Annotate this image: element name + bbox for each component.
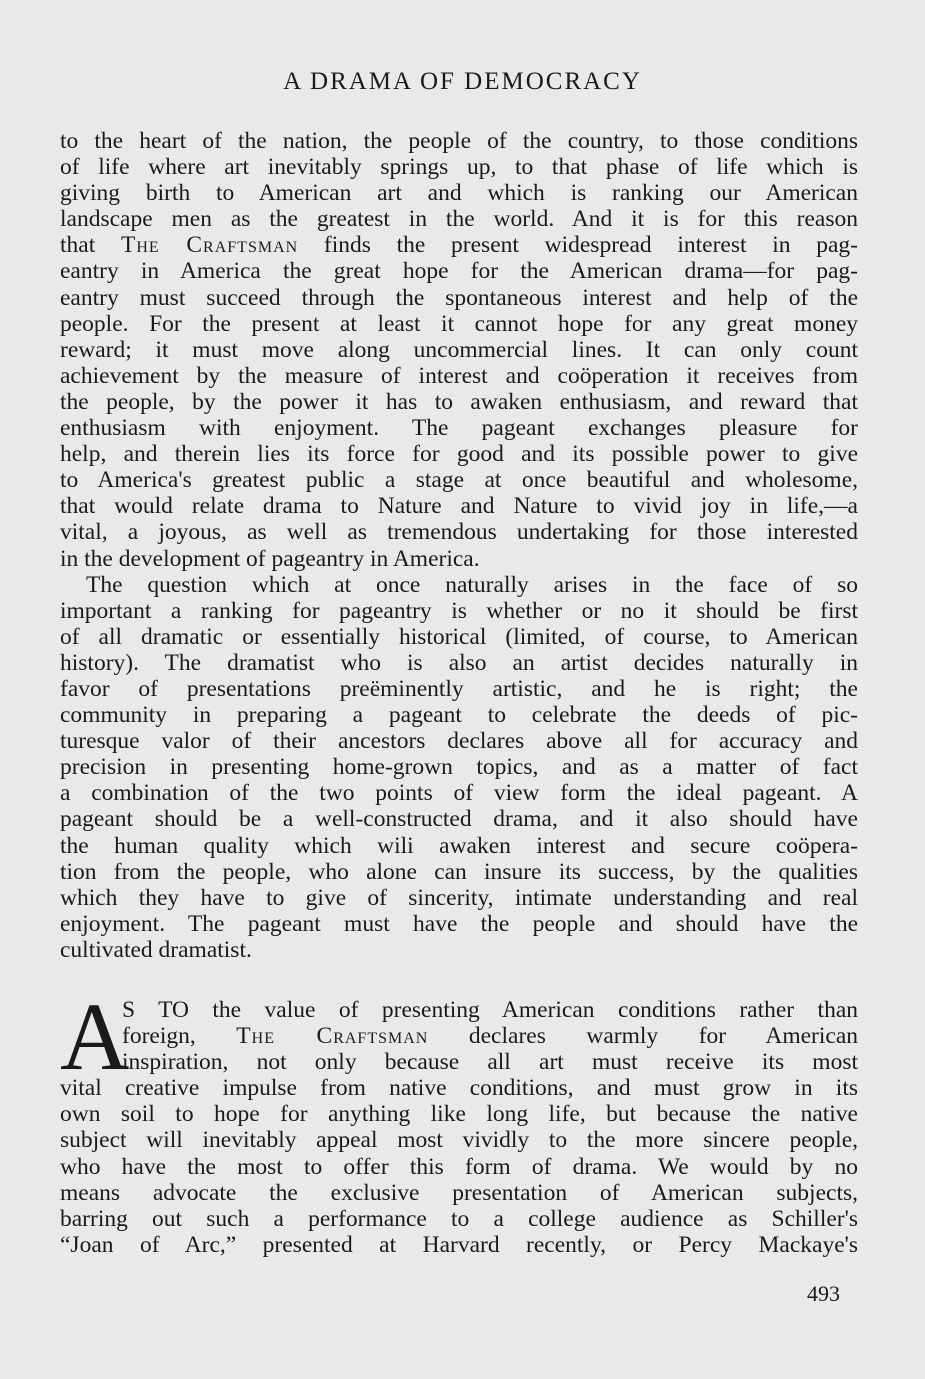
- drop-cap: A: [60, 983, 130, 1090]
- text-line: favor of presentations preëminently artistic, and he is right; the: [60, 675, 858, 702]
- text-fragment: that: [60, 232, 96, 259]
- text-line: own soil to hope for anything like long life, but because the native: [60, 1101, 858, 1128]
- text-line: enthusiasm with enjoyment. The pageant exchanges pleasure for: [60, 415, 858, 442]
- text-line: subject will inevitably appeal most vividly to the more sincere people,: [60, 1127, 858, 1154]
- text-line: the people, by the power it has to awaken enthusiasm, and reward that: [60, 388, 858, 415]
- text-line: in the development of pageantry in America.: [60, 545, 480, 572]
- text-line: to America's greatest public a stage at once beautiful and wholesome,: [60, 467, 858, 494]
- running-title: A DRAMA OF DEMOCRACY: [283, 68, 642, 95]
- text-line: help, and therein lies its force for good and its possible power to give: [60, 441, 858, 468]
- text-line: pageant should be a well-constructed drama, and it also should have: [60, 806, 858, 833]
- magazine-name: The Craftsman: [120, 232, 299, 259]
- text-line: The question which at once naturally arises in the face of so: [86, 571, 858, 598]
- text-line: enjoyment. The pageant must have the people and should have the: [60, 910, 858, 937]
- text-line: reward; it must move along uncommercial lines. It can only count: [60, 336, 858, 363]
- text-line: community in preparing a pageant to celebrate the deeds of pic-: [60, 702, 858, 729]
- text-line: inspiration, not only because all art must receive its most: [122, 1049, 858, 1076]
- text-line: people. For the present at least it cannot hope for any great money: [60, 310, 858, 337]
- text-line: turesque valor of their ancestors declares above all for accuracy and: [60, 728, 858, 755]
- text-fragment: foreign,: [122, 1023, 196, 1050]
- text-line: eantry in America the great hope for the American drama—for pag-: [60, 258, 858, 285]
- text-line: means advocate the exclusive presentation of American subjects,: [60, 1179, 858, 1206]
- text-line: precision in presenting home-grown topics, and as a matter of fact: [60, 754, 858, 781]
- text-line: vital, a joyous, as well as tremendous undertaking for those interested: [60, 519, 858, 546]
- text-line: history). The dramatist who is also an artist decides naturally in: [60, 649, 858, 676]
- body-text: [60, 128, 858, 963]
- text-line: that would relate drama to Nature and Nature to vivid joy in life,—a: [60, 493, 858, 520]
- text-line: barring out such a performance to a college audience as Schiller's: [60, 1205, 858, 1232]
- text-line: of all dramatic or essentially historical (limited, of course, to American: [60, 623, 858, 650]
- text-line: S TO the value of presenting American conditions rather than: [122, 997, 858, 1023]
- section-two: [60, 983, 858, 1258]
- text-line: important a ranking for pageantry is whether or no it should be first: [60, 597, 858, 624]
- text-line: the human quality which wili awaken interest and secure coöpera-: [60, 832, 858, 859]
- text-line: a combination of the two points of view form the ideal pageant. A: [60, 780, 858, 807]
- text-line: landscape men as the greatest in the world. And it is for this reason: [60, 206, 858, 233]
- text-fragment: finds the present widespread interest in pag-: [323, 232, 858, 259]
- text-line: vital creative impulse from native conditions, and must grow in its: [60, 1075, 858, 1102]
- text-line: who have the most to offer this form of drama. We would by no: [60, 1153, 858, 1180]
- text-line: [60, 232, 858, 258]
- magazine-name: The Craftsman: [236, 1023, 429, 1050]
- text-line: eantry must succeed through the spontaneous interest and help of the: [60, 284, 858, 311]
- text-line: giving birth to American art and which is ranking our American: [60, 180, 858, 207]
- text-line: which they have to give of sincerity, intimate understanding and real: [60, 884, 858, 911]
- text-line: [60, 1023, 858, 1049]
- text-fragment: declares warmly for American: [468, 1023, 858, 1050]
- text-line: cultivated dramatist.: [60, 936, 252, 963]
- text-line: of life where art inevitably springs up, to that phase of life which is: [60, 154, 858, 181]
- text-line: achievement by the measure of interest and coöperation it receives from: [60, 362, 858, 389]
- text-line: tion from the people, who alone can insure its success, by the qualities: [60, 858, 858, 885]
- text-line: to the heart of the nation, the people of the country, to those conditions: [60, 128, 858, 154]
- page-number: 493: [807, 1281, 840, 1306]
- text-line: “Joan of Arc,” presented at Harvard recently, or Percy Mackaye's: [60, 1231, 858, 1258]
